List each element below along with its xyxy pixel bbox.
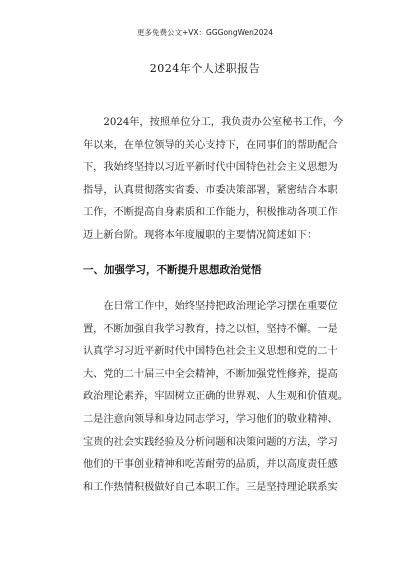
paragraph-line: 迈上新台阶。现将本年度履职的主要情况简述如下： [83,229,318,241]
intro-paragraph [83,112,344,248]
section-paragraph [83,296,348,499]
paragraph-line: 宝贵的社会实践经验及分析问题和决策问题的方法，学习 [83,436,338,448]
header-note: 更多免费公文+VX：GGGongWen2024 [136,28,274,37]
paragraph-line: 二是注意向领导和身边同志学习，学习他们的敬业精神、 [83,413,338,425]
document-title: 2024年个人述职报告 [149,62,261,75]
paragraph-line: 下，我始终坚持以习近平新时代中国特色社会主义思想为 [83,162,338,174]
paragraph-line: 指导，认真贯彻落实省委、市委决策部署，紧密结合本职 [83,184,338,196]
paragraph-line: 置，不断加强自我学习教育，持之以恒，坚持不懈。一是 [83,323,338,335]
paragraph-line: 工作，不断提高自身素质和工作能力，积极推动各项工作 [83,207,338,219]
paragraph-line: 2024年，按照单位分工，我负责办公室秘书工作，今 [83,117,344,128]
paragraph-line: 在日常工作中，始终坚持把政治理论学习摆在重要位 [83,301,338,312]
paragraph-line: 政治理论素养，牢固树立正确的世界观、人生观和价值观。 [83,391,348,403]
paragraph-line: 认真学习习近平新时代中国特色社会主义思想和党的二十 [83,346,338,358]
paragraph-line: 大、党的二十届三中全会精神，不断加强党性修养，提高 [83,368,338,380]
section-heading: 一、加强学习，不断提升思想政治觉悟 [83,264,262,276]
paragraph-line: 他们的干事创业精神和吃苦耐劳的品质，并以高度责任感 [83,459,338,471]
paragraph-line: 和工作热情积极做好自己本职工作。三是坚持理论联系实 [83,481,338,493]
paragraph-line: 年以来，在单位领导的关心支持下，在同事们的帮助配合 [83,139,338,151]
